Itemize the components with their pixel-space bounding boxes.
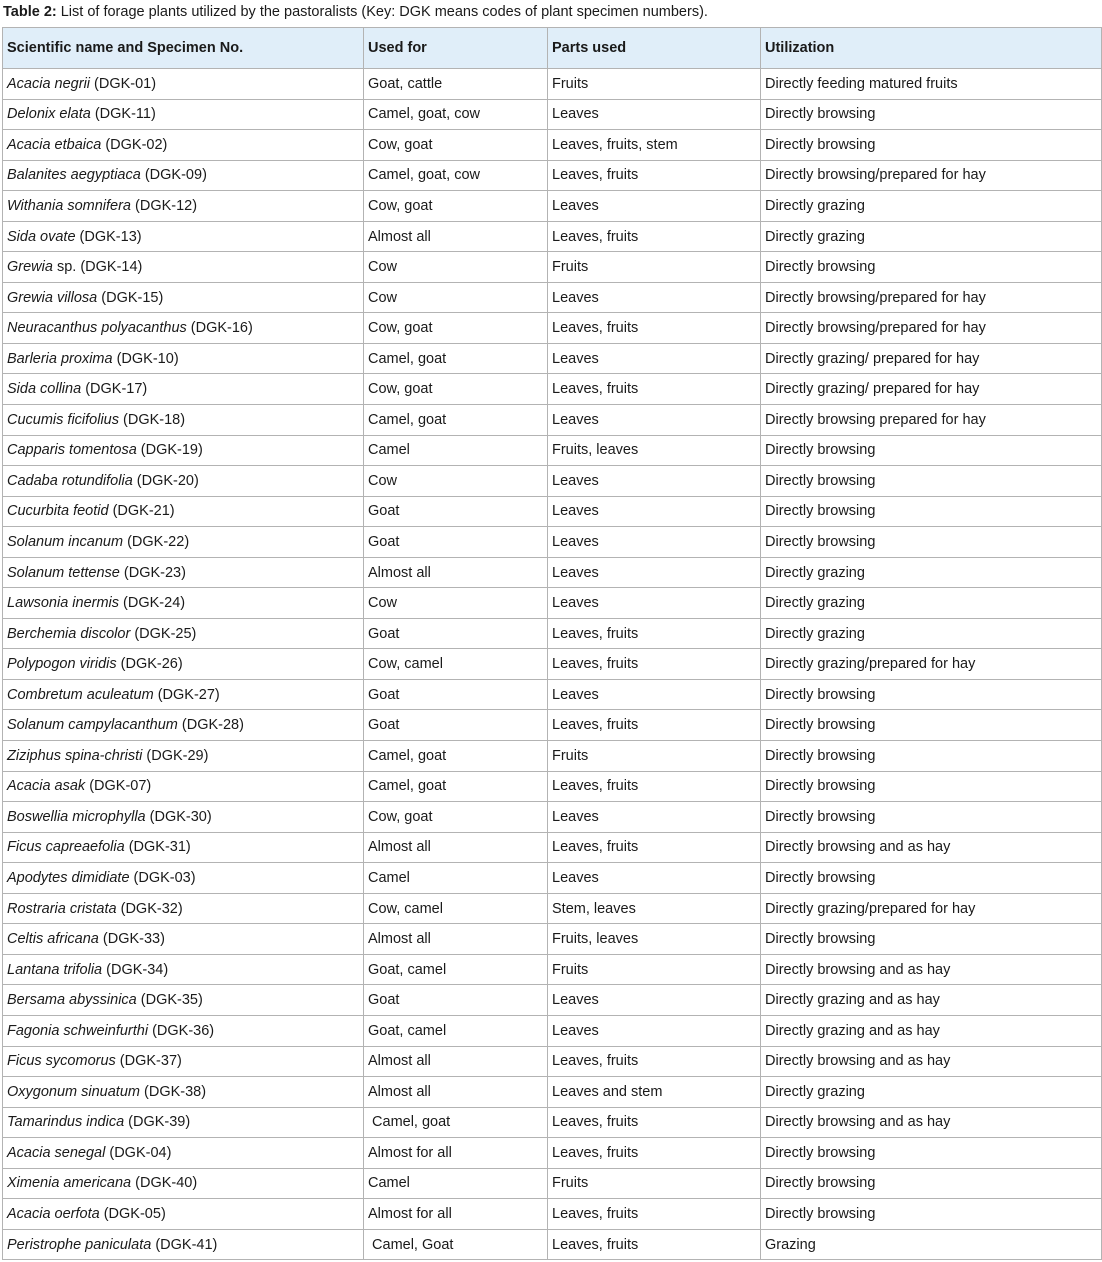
table-row [3, 924, 1102, 955]
cell-scientific-name [3, 863, 364, 894]
cell-used-for: Almost all [364, 1077, 548, 1108]
cell-scientific-name [3, 405, 364, 436]
specimen-code: (DGK-33) [98, 931, 165, 948]
table-row [3, 282, 1102, 313]
species-name: Tamarindus indica [7, 1114, 125, 1131]
specimen-code: (DGK-05) [99, 1206, 166, 1222]
species-name: Cucurbita feotid [7, 503, 109, 520]
cell-utilization: Directly browsing prepared for hay [761, 405, 1102, 436]
species-name: Barleria proxima [7, 350, 113, 367]
cell-scientific-name [3, 374, 364, 405]
cell-utilization: Directly browsing [761, 1168, 1102, 1199]
table-caption [3, 3, 708, 21]
table-body [3, 69, 1102, 1260]
header-row [3, 28, 1102, 69]
table-row [3, 679, 1102, 710]
species-name: Solanum tettense [7, 564, 120, 581]
cell-utilization: Directly grazing/ prepared for hay [761, 374, 1102, 405]
cell-scientific-name [3, 99, 364, 130]
cell-utilization: Directly browsing [761, 741, 1102, 772]
cell-utilization: Directly browsing [761, 1199, 1102, 1230]
species-name: Cucumis ficifolius [7, 411, 119, 428]
specimen-code: (DGK-41) [151, 1236, 218, 1253]
cell-parts-used: Leaves [548, 985, 761, 1016]
cell-utilization: Directly grazing/prepared for hay [761, 649, 1102, 680]
cell-scientific-name [3, 466, 364, 497]
species-name: Rostraria cristata [7, 900, 117, 917]
cell-used-for: Goat [364, 985, 548, 1016]
species-name: Boswellia microphylla [7, 808, 146, 825]
species-name: Ficus sycomorus [7, 1053, 116, 1070]
cell-used-for: Camel, goat [364, 1107, 548, 1138]
cell-utilization: Grazing [761, 1229, 1102, 1260]
table-row [3, 1138, 1102, 1169]
cell-scientific-name [3, 802, 364, 833]
cell-parts-used: Leaves [548, 405, 761, 436]
cell-used-for: Camel, goat, cow [364, 99, 548, 130]
cell-utilization: Directly browsing [761, 466, 1102, 497]
cell-utilization: Directly grazing [761, 191, 1102, 222]
cell-utilization: Directly browsing [761, 252, 1102, 283]
cell-parts-used: Fruits [548, 69, 761, 100]
cell-utilization: Directly browsing [761, 435, 1102, 466]
specimen-code: (DGK-11) [90, 106, 156, 123]
table-row [3, 618, 1102, 649]
table-row [3, 1229, 1102, 1260]
species-name: Lantana trifolia [7, 961, 103, 978]
cell-parts-used: Leaves, fruits [548, 1199, 761, 1230]
header-scientific-name: Scientific name and Specimen No. [3, 28, 364, 69]
table-row [3, 1046, 1102, 1077]
cell-used-for: Camel [364, 863, 548, 894]
cell-utilization: Directly browsing [761, 771, 1102, 802]
table-row [3, 649, 1102, 680]
species-name: Balanites aegyptiaca [7, 167, 141, 184]
cell-utilization: Directly browsing/prepared for hay [761, 160, 1102, 191]
cell-scientific-name [3, 313, 364, 344]
cell-parts-used: Fruits, leaves [548, 924, 761, 955]
cell-parts-used: Fruits [548, 741, 761, 772]
cell-used-for: Goat [364, 618, 548, 649]
cell-scientific-name [3, 343, 364, 374]
table-row [3, 313, 1102, 344]
table-row [3, 1199, 1102, 1230]
species-name: Polypogon viridis [7, 656, 117, 673]
cell-scientific-name [3, 1046, 364, 1077]
cell-used-for: Goat, camel [364, 954, 548, 985]
cell-used-for: Cow, camel [364, 893, 548, 924]
specimen-code: (DGK-40) [131, 1175, 198, 1192]
cell-scientific-name [3, 69, 364, 100]
cell-used-for: Camel, goat, cow [364, 160, 548, 191]
cell-used-for: Cow, goat [364, 313, 548, 344]
cell-parts-used: Leaves, fruits [548, 1046, 761, 1077]
specimen-code: (DGK-01) [90, 75, 157, 92]
specimen-code: (DGK-26) [116, 656, 183, 673]
cell-scientific-name [3, 771, 364, 802]
species-name: Ficus capreaefolia [7, 839, 125, 856]
cell-used-for: Camel [364, 435, 548, 466]
specimen-code: (DGK-39) [124, 1114, 191, 1131]
cell-parts-used: Leaves [548, 1015, 761, 1046]
species-name: Delonix elata [7, 106, 91, 123]
specimen-code: (DGK-15) [97, 289, 164, 306]
cell-parts-used: Leaves, fruits [548, 1229, 761, 1260]
cell-scientific-name [3, 741, 364, 772]
specimen-code: (DGK-03) [129, 869, 196, 886]
table-caption-label: Table 2: [3, 4, 57, 20]
species-name: Lawsonia inermis [7, 595, 120, 612]
cell-utilization: Directly browsing [761, 1138, 1102, 1169]
table-row [3, 802, 1102, 833]
cell-used-for: Cow, goat [364, 802, 548, 833]
cell-utilization: Directly grazing and as hay [761, 985, 1102, 1016]
cell-scientific-name [3, 832, 364, 863]
species-name: Cadaba rotundifolia [7, 472, 133, 489]
species-name: Solanum incanum [7, 533, 124, 550]
header-used-for: Used for [364, 28, 548, 69]
cell-used-for: Goat, camel [364, 1015, 548, 1046]
cell-scientific-name [3, 618, 364, 649]
specimen-code: (DGK-02) [101, 136, 168, 153]
cell-used-for: Goat, cattle [364, 69, 548, 100]
cell-used-for: Cow [364, 466, 548, 497]
table-row [3, 710, 1102, 741]
species-name: Acacia negrii [7, 75, 91, 92]
table-row [3, 374, 1102, 405]
cell-utilization: Directly browsing/prepared for hay [761, 282, 1102, 313]
cell-scientific-name [3, 496, 364, 527]
cell-scientific-name [3, 191, 364, 222]
cell-parts-used: Leaves [548, 343, 761, 374]
cell-utilization: Directly grazing [761, 1077, 1102, 1108]
specimen-code: (DGK-23) [119, 564, 186, 581]
cell-parts-used: Leaves, fruits [548, 618, 761, 649]
table-row [3, 1077, 1102, 1108]
cell-scientific-name [3, 1107, 364, 1138]
specimen-code: sp. (DGK-14) [52, 259, 143, 276]
cell-parts-used: Leaves, fruits, stem [548, 130, 761, 161]
cell-used-for: Camel, goat [364, 343, 548, 374]
cell-scientific-name [3, 557, 364, 588]
cell-used-for: Cow [364, 252, 548, 283]
species-name: Celtis africana [7, 931, 99, 948]
cell-scientific-name [3, 985, 364, 1016]
cell-parts-used: Fruits [548, 954, 761, 985]
cell-parts-used: Fruits [548, 252, 761, 283]
cell-parts-used: Leaves, fruits [548, 649, 761, 680]
cell-scientific-name [3, 1199, 364, 1230]
table-row [3, 99, 1102, 130]
cell-scientific-name [3, 954, 364, 985]
table-row [3, 343, 1102, 374]
cell-used-for: Goat [364, 710, 548, 741]
species-name: Acacia asak [7, 778, 86, 795]
cell-parts-used: Leaves, fruits [548, 771, 761, 802]
cell-parts-used: Leaves [548, 527, 761, 558]
cell-used-for: Almost all [364, 924, 548, 955]
cell-scientific-name [3, 1015, 364, 1046]
cell-used-for: Goat [364, 527, 548, 558]
specimen-code: (DGK-20) [132, 472, 199, 489]
species-name: Apodytes dimidiate [7, 869, 130, 886]
species-name: Acacia oerfota [7, 1206, 100, 1222]
table-row [3, 130, 1102, 161]
table-row [3, 832, 1102, 863]
cell-utilization: Directly grazing [761, 221, 1102, 252]
cell-utilization: Directly grazing and as hay [761, 1015, 1102, 1046]
cell-parts-used: Stem, leaves [548, 893, 761, 924]
specimen-code: (DGK-28) [177, 717, 244, 734]
specimen-code: (DGK-16) [186, 320, 253, 337]
table-row [3, 588, 1102, 619]
specimen-code: (DGK-10) [112, 350, 179, 367]
cell-used-for: Cow [364, 588, 548, 619]
species-name: Ximenia americana [7, 1175, 132, 1192]
table-row [3, 771, 1102, 802]
species-name: Berchemia discolor [7, 625, 131, 642]
cell-utilization: Directly browsing/prepared for hay [761, 313, 1102, 344]
cell-used-for: Camel, goat [364, 771, 548, 802]
table-row [3, 435, 1102, 466]
species-name: Neuracanthus polyacanthus [7, 320, 187, 337]
cell-parts-used: Leaves, fruits [548, 160, 761, 191]
cell-utilization: Directly browsing and as hay [761, 832, 1102, 863]
cell-parts-used: Leaves [548, 466, 761, 497]
specimen-code: (DGK-19) [136, 442, 203, 459]
cell-used-for: Camel [364, 1168, 548, 1199]
specimen-code: (DGK-25) [130, 625, 197, 642]
specimen-code: (DGK-36) [148, 1022, 215, 1039]
cell-utilization: Directly browsing and as hay [761, 954, 1102, 985]
cell-utilization: Directly browsing [761, 496, 1102, 527]
cell-used-for: Almost all [364, 1046, 548, 1077]
cell-utilization: Directly browsing and as hay [761, 1107, 1102, 1138]
table-row [3, 557, 1102, 588]
specimen-code: (DGK-12) [130, 197, 198, 214]
table-row [3, 954, 1102, 985]
table-row [3, 466, 1102, 497]
table-caption-text: List of forage plants utilized by the pastoralists (Key: DGK means codes of plant specimen numbers). [56, 4, 708, 20]
cell-scientific-name [3, 649, 364, 680]
cell-used-for: Camel, goat [364, 741, 548, 772]
cell-utilization: Directly browsing [761, 527, 1102, 558]
species-name: Acacia etbaica [7, 136, 102, 153]
cell-used-for: Cow [364, 282, 548, 313]
cell-scientific-name [3, 893, 364, 924]
cell-scientific-name [3, 710, 364, 741]
cell-parts-used: Leaves [548, 557, 761, 588]
cell-scientific-name [3, 1138, 364, 1169]
specimen-code: (DGK-24) [119, 595, 186, 612]
cell-utilization: Directly browsing [761, 130, 1102, 161]
cell-parts-used: Leaves, fruits [548, 374, 761, 405]
cell-parts-used: Leaves, fruits [548, 1107, 761, 1138]
cell-parts-used: Fruits, leaves [548, 435, 761, 466]
cell-utilization: Directly browsing [761, 802, 1102, 833]
cell-scientific-name [3, 282, 364, 313]
cell-utilization: Directly grazing [761, 618, 1102, 649]
species-name: Withania somnifera [7, 197, 131, 214]
specimen-code: (DGK-09) [140, 167, 207, 184]
cell-utilization: Directly grazing [761, 557, 1102, 588]
cell-used-for: Almost for all [364, 1199, 548, 1230]
cell-scientific-name [3, 527, 364, 558]
cell-parts-used: Leaves, fruits [548, 1138, 761, 1169]
table-row [3, 405, 1102, 436]
species-name: Peristrophe paniculata [7, 1236, 152, 1253]
species-name: Acacia senegal [7, 1144, 106, 1161]
table-row [3, 1168, 1102, 1199]
specimen-code: (DGK-30) [145, 808, 212, 825]
table-row [3, 191, 1102, 222]
species-name: Capparis tomentosa [7, 442, 137, 459]
header-parts-used: Parts used [548, 28, 761, 69]
cell-parts-used: Leaves [548, 679, 761, 710]
cell-used-for: Almost for all [364, 1138, 548, 1169]
cell-scientific-name [3, 435, 364, 466]
cell-scientific-name [3, 679, 364, 710]
specimen-code: (DGK-32) [116, 900, 183, 917]
species-name: Combretum aculeatum [7, 686, 154, 703]
cell-utilization: Directly browsing [761, 924, 1102, 955]
table-row [3, 893, 1102, 924]
cell-utilization: Directly browsing [761, 679, 1102, 710]
table-header [3, 28, 1102, 69]
header-utilization: Utilization [761, 28, 1102, 69]
cell-parts-used: Leaves [548, 191, 761, 222]
species-name: Solanum campylacanthum [7, 717, 178, 734]
cell-scientific-name [3, 221, 364, 252]
species-name: Ziziphus spina-christi [7, 747, 143, 764]
cell-scientific-name [3, 924, 364, 955]
specimen-code: (DGK-18) [119, 411, 186, 428]
table-row [3, 496, 1102, 527]
specimen-code: (DGK-34) [102, 961, 169, 978]
species-name: Fagonia schweinfurthi [7, 1022, 149, 1039]
species-name: Oxygonum sinuatum [7, 1083, 140, 1100]
specimen-code: (DGK-07) [85, 778, 152, 795]
cell-utilization: Directly grazing/prepared for hay [761, 893, 1102, 924]
cell-scientific-name [3, 1229, 364, 1260]
specimen-code: (DGK-21) [108, 503, 175, 520]
cell-used-for: Almost all [364, 832, 548, 863]
specimen-code: (DGK-29) [142, 747, 209, 764]
cell-used-for: Cow, camel [364, 649, 548, 680]
cell-utilization: Directly grazing [761, 588, 1102, 619]
cell-parts-used: Fruits [548, 1168, 761, 1199]
species-name: Sida ovate [7, 228, 76, 245]
specimen-code: (DGK-37) [115, 1053, 182, 1070]
species-name: Grewia villosa [7, 289, 98, 306]
cell-used-for: Cow, goat [364, 130, 548, 161]
cell-utilization: Directly browsing and as hay [761, 1046, 1102, 1077]
cell-parts-used: Leaves [548, 802, 761, 833]
table-row [3, 985, 1102, 1016]
cell-used-for: Almost all [364, 557, 548, 588]
cell-utilization: Directly grazing/ prepared for hay [761, 343, 1102, 374]
cell-used-for: Goat [364, 679, 548, 710]
cell-utilization: Directly browsing [761, 710, 1102, 741]
specimen-code: (DGK-13) [75, 228, 142, 245]
cell-parts-used: Leaves [548, 99, 761, 130]
cell-scientific-name [3, 160, 364, 191]
specimen-code: (DGK-27) [153, 686, 220, 703]
cell-used-for: Cow, goat [364, 191, 548, 222]
table-row [3, 863, 1102, 894]
cell-used-for: Almost all [364, 221, 548, 252]
cell-used-for: Camel, Goat [364, 1229, 548, 1260]
forage-plants-table [2, 27, 1102, 1260]
specimen-code: (DGK-22) [123, 533, 190, 550]
cell-scientific-name [3, 588, 364, 619]
cell-scientific-name [3, 1168, 364, 1199]
cell-scientific-name [3, 130, 364, 161]
species-name: Bersama abyssinica [7, 992, 137, 1009]
table-row [3, 1107, 1102, 1138]
cell-parts-used: Leaves [548, 282, 761, 313]
specimen-code: (DGK-38) [139, 1083, 207, 1100]
cell-parts-used: Leaves [548, 863, 761, 894]
species-name: Grewia [7, 259, 53, 276]
specimen-code: (DGK-17) [81, 381, 148, 398]
cell-scientific-name [3, 1077, 364, 1108]
cell-parts-used: Leaves, fruits [548, 221, 761, 252]
table-row [3, 741, 1102, 772]
cell-utilization: Directly feeding matured fruits [761, 69, 1102, 100]
cell-parts-used: Leaves, fruits [548, 313, 761, 344]
cell-used-for: Camel, goat [364, 405, 548, 436]
specimen-code: (DGK-04) [105, 1144, 172, 1161]
table-row [3, 69, 1102, 100]
species-name: Sida collina [7, 381, 82, 398]
cell-scientific-name [3, 252, 364, 283]
table-row [3, 252, 1102, 283]
cell-used-for: Cow, goat [364, 374, 548, 405]
table-row [3, 527, 1102, 558]
cell-parts-used: Leaves [548, 588, 761, 619]
specimen-code: (DGK-31) [124, 839, 191, 856]
table-row [3, 1015, 1102, 1046]
table-row [3, 221, 1102, 252]
cell-parts-used: Leaves and stem [548, 1077, 761, 1108]
cell-parts-used: Leaves, fruits [548, 710, 761, 741]
cell-parts-used: Leaves [548, 496, 761, 527]
cell-utilization: Directly browsing [761, 863, 1102, 894]
cell-parts-used: Leaves, fruits [548, 832, 761, 863]
specimen-code: (DGK-35) [136, 992, 203, 1009]
table-row [3, 160, 1102, 191]
cell-utilization: Directly browsing [761, 99, 1102, 130]
cell-used-for: Goat [364, 496, 548, 527]
